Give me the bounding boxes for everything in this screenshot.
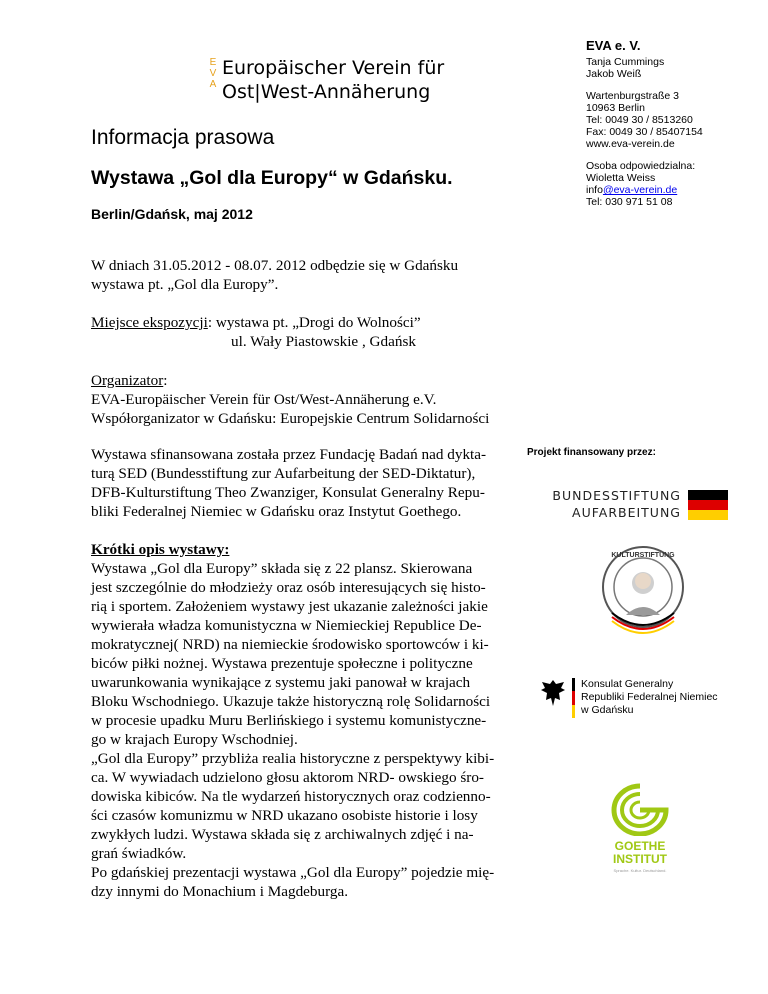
org-name: EVA e. V. <box>586 38 641 53</box>
paragraph-organizer <box>91 371 531 428</box>
address-line: Tel: 0049 30 / 8513260 <box>586 114 693 126</box>
goethe-line-2: INSTITUT <box>613 852 667 866</box>
text-line: w procesie upadku Muru Berlińskiego i systemu komunistyczne- <box>91 712 487 729</box>
text-line: mokratycznej( NRD) na niemieckie środowisko sportowców i ki- <box>91 636 489 653</box>
venue-label: Miejsce ekspozycji <box>91 314 208 331</box>
text-line: biców piłki nożnej. Wystawa prezentuje społeczne i polityczne <box>91 655 473 672</box>
paragraph-venue <box>91 313 511 351</box>
venue-line <box>91 313 511 332</box>
bund-line-1: BUNDESSTIFTUNG <box>552 488 681 503</box>
summary-heading: Krótki opis wystawy: <box>91 541 230 558</box>
text-line: ści czasów komunizmu w NRD ukazano osobiste historie i losy <box>91 807 478 824</box>
colon: : <box>163 372 168 389</box>
text-line: zwykłych ludzi. Wystawa składa się z archiwalnych zdjęć i na- <box>91 826 474 843</box>
person: Jakob Weiß <box>586 68 642 80</box>
venue-text: : wystawa pt. „Drogi do Wolności” <box>207 314 421 331</box>
text-line: uwarunkowania wynikające z systemu jaki panował w krajach <box>91 674 471 691</box>
website: www.eva-verein.de <box>586 138 675 150</box>
goethe-institut-logo <box>600 782 680 874</box>
paragraph-summary <box>91 540 511 901</box>
document-type: Informacja prasowa <box>91 126 275 149</box>
eagle-icon <box>540 678 566 708</box>
german-flag-icon <box>688 490 728 520</box>
contact-address <box>586 90 756 150</box>
bundesstiftung-logo <box>552 488 728 522</box>
contact-block <box>586 40 756 208</box>
logo-letter-v: V <box>209 68 217 79</box>
text-line: go w krajach Europy Wschodniej. <box>91 731 298 748</box>
konsulat-line: Konsulat Generalny <box>581 678 674 690</box>
responsible-label: Osoba odpowiedzialna: <box>586 160 696 172</box>
goethe-line-1: GOETHE <box>614 839 666 853</box>
place-date: Berlin/Gdańsk, maj 2012 <box>91 206 253 222</box>
paragraph-dates <box>91 256 511 294</box>
address-line: Fax: 0049 30 / 85407154 <box>586 126 703 138</box>
venue-address: ul. Wały Piastowskie , Gdańsk <box>231 333 416 350</box>
bund-line-2: AUFARBEITUNG <box>572 505 681 520</box>
logo-line-2: Ost|West-Annäherung <box>222 81 431 103</box>
konsulat-line: Republiki Federalnej Niemiec <box>581 691 718 703</box>
logo-line-1: Europäischer Verein für <box>222 57 445 79</box>
konsulat-logo <box>540 672 730 732</box>
responsible-name: Wioletta Weiss <box>586 172 656 184</box>
text-line: ca. W wywiadach udzielono głosu aktorom NRD- owskiego śro- <box>91 769 484 786</box>
organizer-label: Organizator <box>91 372 164 389</box>
logo-letter-a: A <box>209 79 217 90</box>
person: Tanja Cummings <box>586 56 665 68</box>
responsible-person <box>586 160 756 208</box>
logo-letter-e: E <box>209 57 217 68</box>
dfb-logo-text: KULTURSTIFTUNG <box>611 552 675 559</box>
text-line: jest szczególnie do młodzieży oraz osób interesujących się histo- <box>91 579 486 596</box>
text-line: dzy innymi do Monachium i Magdeburga. <box>91 883 349 900</box>
contact-people <box>586 56 756 80</box>
text-line: EVA-Europäischer Verein für Ost/West-Annäherung e.V. <box>91 391 437 408</box>
funded-by-label: Projekt finansowany przez: <box>527 447 656 458</box>
text-line: wystawa pt. „Gol dla Europy”. <box>91 276 279 293</box>
text-line: bliki Federalnej Niemiec w Gdańsku oraz Instytut Goethego. <box>91 503 462 520</box>
text-line: Bloku Wschodniego. Ukazuje także historyczną rolę Solidarności <box>91 693 491 710</box>
text-line: Współorganizator w Gdańsku: Europejskie Centrum Solidarności <box>91 410 490 427</box>
phone: Tel: 030 971 51 08 <box>586 196 673 208</box>
email-prefix: info <box>586 184 603 196</box>
organizer-heading <box>91 371 531 390</box>
paragraph-funding <box>91 445 511 521</box>
text-line: rią i sportem. Założeniem wystawy jest ukazanie zależności jakie <box>91 598 488 615</box>
email <box>586 184 756 196</box>
email-link[interactable]: @eva-verein.de <box>602 184 678 196</box>
text-line: grań świadków. <box>91 845 187 862</box>
text-line: DFB-Kulturstiftung Theo Zwanziger, Konsulat Generalny Repu- <box>91 484 485 501</box>
headline: Wystawa „Gol dla Europy“ w Gdańsku. <box>91 167 453 189</box>
text-line: wywierała władza komunistyczna w Niemieckiej Republice De- <box>91 617 482 634</box>
text-line: dowiska kibiców. Na tle wydarzeń historycznych oraz codzienno- <box>91 788 491 805</box>
text-line: Wystawa „Gol dla Europy” składa się z 22 plansz. Skierowana <box>91 560 473 577</box>
konsulat-line: w Gdańsku <box>581 704 634 716</box>
goethe-tagline: Sprache. Kultur. Deutschland. <box>613 868 667 873</box>
text-line: „Gol dla Europy” przybliża realia historyczne z perspektywy kibi- <box>91 750 495 767</box>
dfb-kulturstiftung-logo <box>598 543 688 635</box>
text-line: Po gdańskiej prezentacji wystawa „Gol dla Europy” pojedzie mię- <box>91 864 495 881</box>
text-line: turą SED (Bundesstiftung zur Aufarbeitung der SED-Diktatur), <box>91 465 476 482</box>
text-line: W dniach 31.05.2012 - 08.07. 2012 odbędzie się w Gdańsku <box>91 257 459 274</box>
address-line: 10963 Berlin <box>586 102 645 114</box>
flag-bar <box>572 678 575 718</box>
address-line: Wartenburgstraße 3 <box>586 90 679 102</box>
text-line: Wystawa sfinansowana została przez Fundację Badań nad dykta- <box>91 446 487 463</box>
eva-letters <box>207 57 219 90</box>
goethe-swirl-icon <box>608 782 672 836</box>
